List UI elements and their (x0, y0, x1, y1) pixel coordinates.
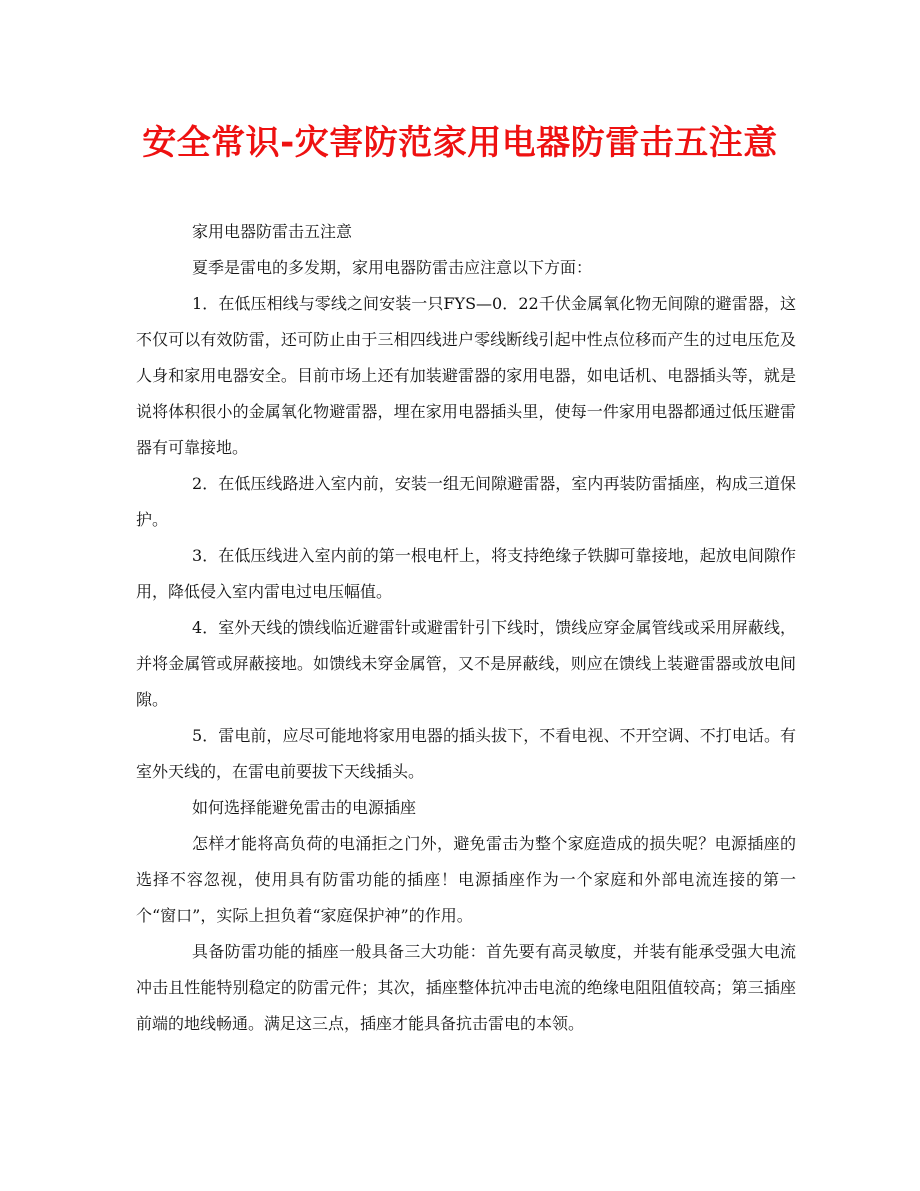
item-4-paragraph: 4．室外天线的馈线临近避雷针或避雷针引下线时，馈线应穿金属管线或采用屏蔽线，并将金属管或屏蔽接地。如馈线未穿金属管，又不是屏蔽线，则应在馈线上装避雷器或放电间隙。 (136, 618, 796, 709)
item-3-paragraph: 3．在低压线进入室内前的第一根电杆上，将支持绝缘子铁脚可靠接地，起放电间隙作用，降低侵入室内雷电过电压幅值。 (136, 546, 796, 601)
item-5-paragraph: 5．雷电前，应尽可能地将家用电器的插头拔下，不看电视、不开空调、不打电话。有室外天线的，在雷电前要拔下天线插头。 (136, 726, 796, 781)
item-2-paragraph: 2．在低压线路进入室内前，安装一组无间隙避雷器，室内再装防雷插座，构成三道保护。 (136, 474, 796, 529)
outlet-paragraph-1: 怎样才能将高负荷的电涌拒之门外，避免雷击为整个家庭造成的损失呢？电源插座的选择不容忽视，使用具有防雷功能的插座！电源插座作为一个家庭和外部电流连接的第一个“窗口”，实际上担负着“家庭保护神”的作用。 (136, 834, 796, 925)
document-body (136, 214, 796, 1042)
section-heading: 家用电器防雷击五注意 (192, 222, 353, 241)
outlet-paragraph-2: 具备防雷功能的插座一般具备三大功能：首先要有高灵敏度，并装有能承受强大电流冲击且性能特别稳定的防雷元件；其次，插座整体抗冲击电流的绝缘电阻阻值较高；第三插座前端的地线畅通。满足这三点，插座才能具备抗击雷电的本领。 (136, 942, 796, 1033)
document-title: 安全常识-灾害防范家用电器防雷击五注意 (142, 123, 778, 163)
item-1-paragraph: 1．在低压相线与零线之间安装一只FYS—0．22千伏金属氧化物无间隙的避雷器，这不仅可以有效防雷，还可防止由于三相四线进户零线断线引起中性点位移而产生的过电压危及人身和家用电器安全。目前市场上还有加装避雷器的家用电器，如电话机、电器插头等，就是说将体积很小的金属氧化物避雷器，埋在家用电器插头里，使每一件家用电器都通过低压避雷器有可靠接地。 (136, 294, 796, 457)
subsection-heading: 如何选择能避免雷击的电源插座 (192, 798, 417, 817)
intro-paragraph: 夏季是雷电的多发期，家用电器防雷击应注意以下方面： (192, 258, 593, 277)
